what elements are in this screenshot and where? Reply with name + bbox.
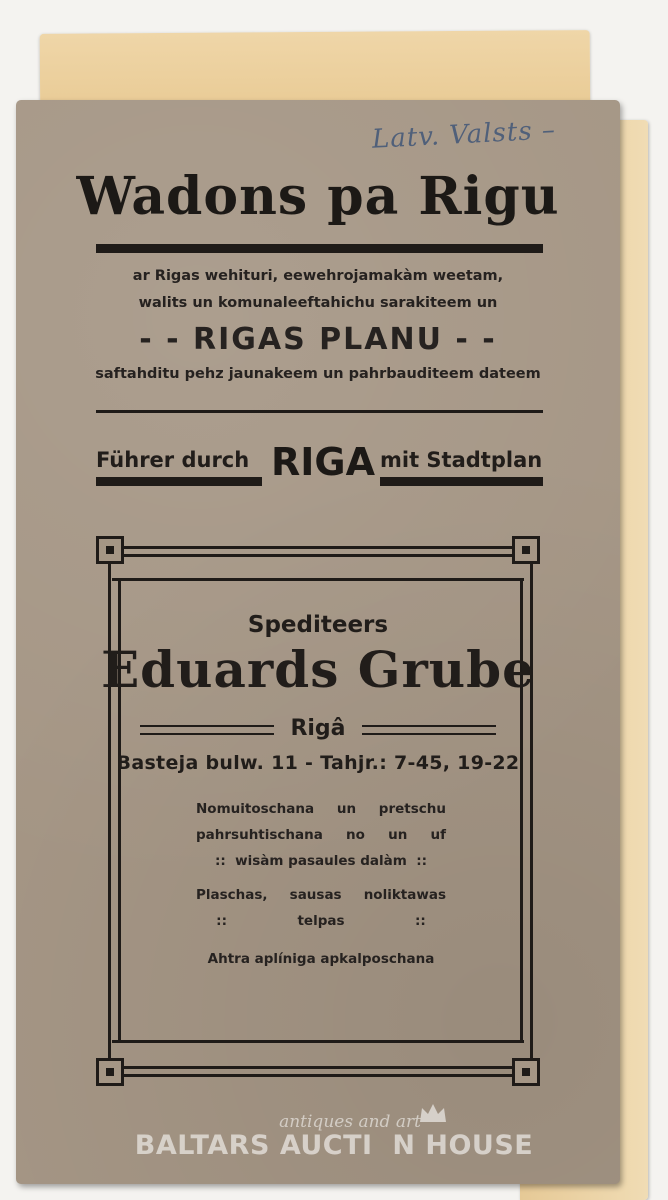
frame-left-outer xyxy=(108,564,111,1062)
booklet-cover xyxy=(16,100,620,1184)
frame-corner-ornament xyxy=(96,1058,124,1086)
storage-line-2: :: telpas :: xyxy=(216,913,426,929)
storage-paragraph xyxy=(196,882,446,934)
fuhrer-left-text: Führer durch xyxy=(96,448,250,472)
section-divider xyxy=(96,410,543,413)
services-line-3: :: wisàm pasaules dalàm :: xyxy=(214,853,428,869)
word: no xyxy=(346,827,365,843)
watermark-tagline: antiques and art xyxy=(279,1112,421,1132)
storage-line-1 xyxy=(196,882,446,908)
services-paragraph xyxy=(196,796,446,874)
frame-corner-ornament xyxy=(512,1058,540,1086)
frame-bottom-rail xyxy=(112,1040,524,1043)
word: pretschu xyxy=(378,801,446,817)
frame-top-rail xyxy=(112,578,524,581)
advert-address: Basteja bulw. 11 - Tahjr.: 7-45, 19-22 xyxy=(116,752,520,774)
subtitle-line-1: ar Rigas wehituri, eewehrojamakàm weetam, xyxy=(132,268,504,284)
advert-city: Rigâ xyxy=(290,716,346,741)
rigas-planu-heading: - - RIGAS PLANU - - xyxy=(139,322,497,357)
cover-title: Wadons pa Rigu xyxy=(76,166,560,227)
subtitle-line-4: saftahditu pehz jaunakeem un pahrbauditeem dateem xyxy=(95,366,541,382)
advert-heading: Spediteers xyxy=(247,612,389,638)
service-tagline: Ahtra aplíniga apkalposchana xyxy=(207,951,435,967)
fuhrer-right-text: mit Stadtplan xyxy=(380,448,543,472)
frame-bottom-outer xyxy=(112,1074,524,1077)
frame-top-outer xyxy=(112,546,524,549)
subtitle-line-2: walits un komunaleeftahichu sarakiteem un xyxy=(138,295,498,311)
services-line-1 xyxy=(196,796,446,822)
title-rule xyxy=(96,244,543,253)
word: noliktawas xyxy=(363,887,446,903)
word: uf xyxy=(430,827,446,843)
word: un xyxy=(336,801,357,817)
word: un xyxy=(388,827,408,843)
fuhrer-underline-left xyxy=(96,477,262,486)
fuhrer-riga-text: RIGA xyxy=(271,440,375,484)
frame-corner-ornament xyxy=(512,536,540,564)
frame-right-outer xyxy=(530,564,533,1062)
handwritten-note: Latv. Valsts – xyxy=(371,115,557,155)
word: Nomuitoschana xyxy=(196,801,315,817)
services-line-2 xyxy=(196,822,446,848)
word: Plaschas, xyxy=(196,887,268,903)
advert-company-name: Eduards Grube xyxy=(101,640,535,699)
word: pahrsuhtischana xyxy=(196,827,323,843)
frame-bottom-inner xyxy=(112,1066,524,1069)
fuhrer-underline-right xyxy=(380,477,543,486)
word: sausas xyxy=(289,887,342,903)
frame-corner-ornament xyxy=(96,536,124,564)
watermark-logo-text: BALTARS AUCTI N HOUSE xyxy=(134,1130,534,1161)
crown-icon xyxy=(418,1102,448,1124)
frame-top-inner xyxy=(112,554,524,557)
